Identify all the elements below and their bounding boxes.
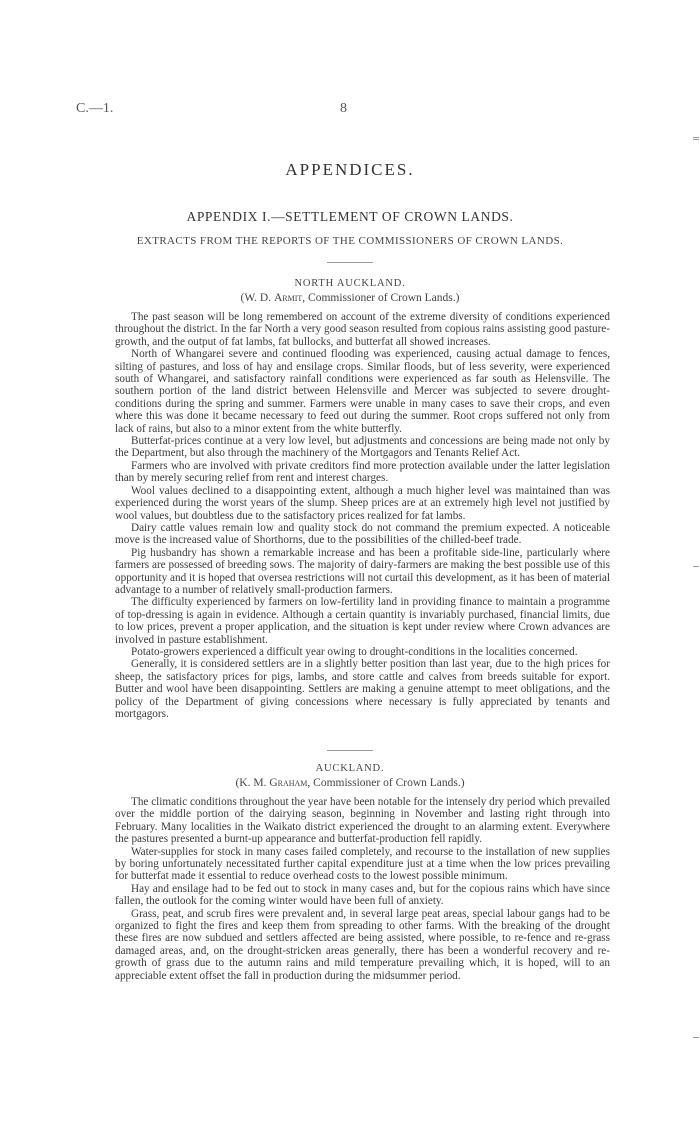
paragraph: Farmers who are involved with private creditors find more protection available under the latter legislation than by merely securing relief from rent and interest charges. xyxy=(115,459,610,485)
paragraph: Water-supplies for stock in many cases failed completely, and recourse to the installation of new supplies by boring unfortunately necessitated further capital expenditure just at a time when the low prices prevailing for butterfat made it essential to reduce overhead costs to the lowest possible minimum. xyxy=(115,845,610,883)
paragraph: Pig husbandry has shown a remarkable increase and has been a profitable side-line, particularly where farmers are possessed of breeding sows. The majority of dairy-farmers are making the best possible use of this opportunity and it is hoped that oversea restrictions will not curtail this development, as it has been of material advantage to a number of relatively small-production farmers. xyxy=(115,546,610,596)
page-header-reference: C.—1. xyxy=(76,101,114,116)
section-heading-north-auckland: NORTH AUCKLAND. xyxy=(294,278,406,289)
margin-mark xyxy=(693,137,699,138)
extracts-heading: EXTRACTS FROM THE REPORTS OF THE COMMISSIONERS OF CROWN LANDS. xyxy=(136,235,564,247)
section-body-north-auckland xyxy=(115,311,610,720)
paragraph: The climatic conditions throughout the year have been notable for the intensely dry period which prevailed over the middle portion of the dairying season, beginning in November and lasting right through into February. Many localities in the Waikato district experienced the drought to an alarming extent. Everywhere the pastures presented a burnt-up appearance and butterfat-production fell rapidly. xyxy=(115,796,610,846)
paragraph: The past season will be long remembered on account of the extreme diversity of conditions experienced throughout the district. In the far North a very good season resulted from copious rains assisting good pasture-growth, and the output of fat lambs, fat bullocks, and butterfat all showed increases. xyxy=(115,311,610,348)
margin-mark xyxy=(693,139,699,140)
page-title: APPENDICES. xyxy=(285,160,415,179)
commissioner-line-north-auckland: (W. D. Armit, Commissioner of Crown Lands.) xyxy=(240,292,460,304)
page-number: 8 xyxy=(340,101,347,116)
commissioner-line-auckland: (K. M. Graham, Commissioner of Crown Lands.) xyxy=(235,777,465,789)
paragraph: The difficulty experienced by farmers on low-fertility land in providing finance to maintain a programme of top-dressing is again in evidence. Although a certain quantity is invariably purchased, financial limits, due to low prices, prevent a proper application, and the situation is kept under review where Crown advances are involved in pasture establishment. xyxy=(115,596,610,646)
divider-rule xyxy=(327,262,373,263)
paragraph: Dairy cattle values remain low and quality stock do not command the premium expected. A noticeable move is the increased value of Shorthorns, due to the possibilities of the chilled-beef trade. xyxy=(115,521,610,547)
section-heading-auckland: AUCKLAND. xyxy=(315,763,385,774)
paragraph: North of Whangarei severe and continued flooding was experienced, causing actual damage to fences, silting of pastures, and loss of hay and ensilage crops. Similar floods, but of less severity, were experienced south of Whangarei, and satisfactory rainfall conditions were experienced as far south as Helensville. The southern portion of the land district between Helensville and Mercer was subjected to severe drought-conditions during the spring and summer. Farmers were unable in many cases to save their crops, and even where this was done it became necessary to feed out during the summer. Root crops suffered not only from lack of rains, but also to a minor extent from the white butterfly. xyxy=(115,348,610,435)
paragraph: Wool values declined to a disappointing extent, although a much higher level was maintained than was experienced during the worst years of the slump. Sheep prices are at an extremely high level not justified by wool values, but doubtless due to the satisfactory prices realized for fat lambs. xyxy=(115,484,610,522)
paragraph: Hay and ensilage had to be fed out to stock in many cases and, but for the copious rains which have since fallen, the outlook for the coming winter would have been full of anxiety. xyxy=(115,882,610,908)
appendix-title: APPENDIX I.—SETTLEMENT OF CROWN LANDS. xyxy=(186,209,514,224)
paragraph: Butterfat-prices continue at a very low level, but adjustments and concessions are being made not only by the Department, but also through the machinery of the Mortgagors and Tenants Relief Act. xyxy=(115,435,610,460)
paragraph: Potato-growers experienced a difficult year owing to drought-conditions in the localities concerned. xyxy=(131,645,578,658)
margin-mark xyxy=(693,1037,699,1038)
margin-mark xyxy=(693,566,699,567)
paragraph: Grass, peat, and scrub fires were prevalent and, in several large peat areas, special labour gangs had to be organized to fight the fires and keep them from spreading to other farms. With the breaking of the drought these fires are now subdued and settlers affected are being assisted, where possible, to re-fence and re-grass damaged areas, and, on the drought-stricken areas generally, there has been a wonderful recovery and re-growth of grass due to the autumn rains and mild temperature prevailing which, it is hoped, will to an appreciable extent offset the fall in production during the midsummer period. xyxy=(115,907,610,982)
section-body-auckland xyxy=(115,796,610,982)
paragraph: Generally, it is considered settlers are in a slightly better position than last year, due to the high prices for sheep, the satisfactory prices for pigs, lambs, and store cattle and calves from breeds suitable for export. Butter and wool have been disappointing. Settlers are making a genuine attempt to meet obligations, and the policy of the Department of giving concessions where necessary is fully appreciated by tenants and mortgagors. xyxy=(115,658,610,720)
divider-rule xyxy=(327,750,373,751)
